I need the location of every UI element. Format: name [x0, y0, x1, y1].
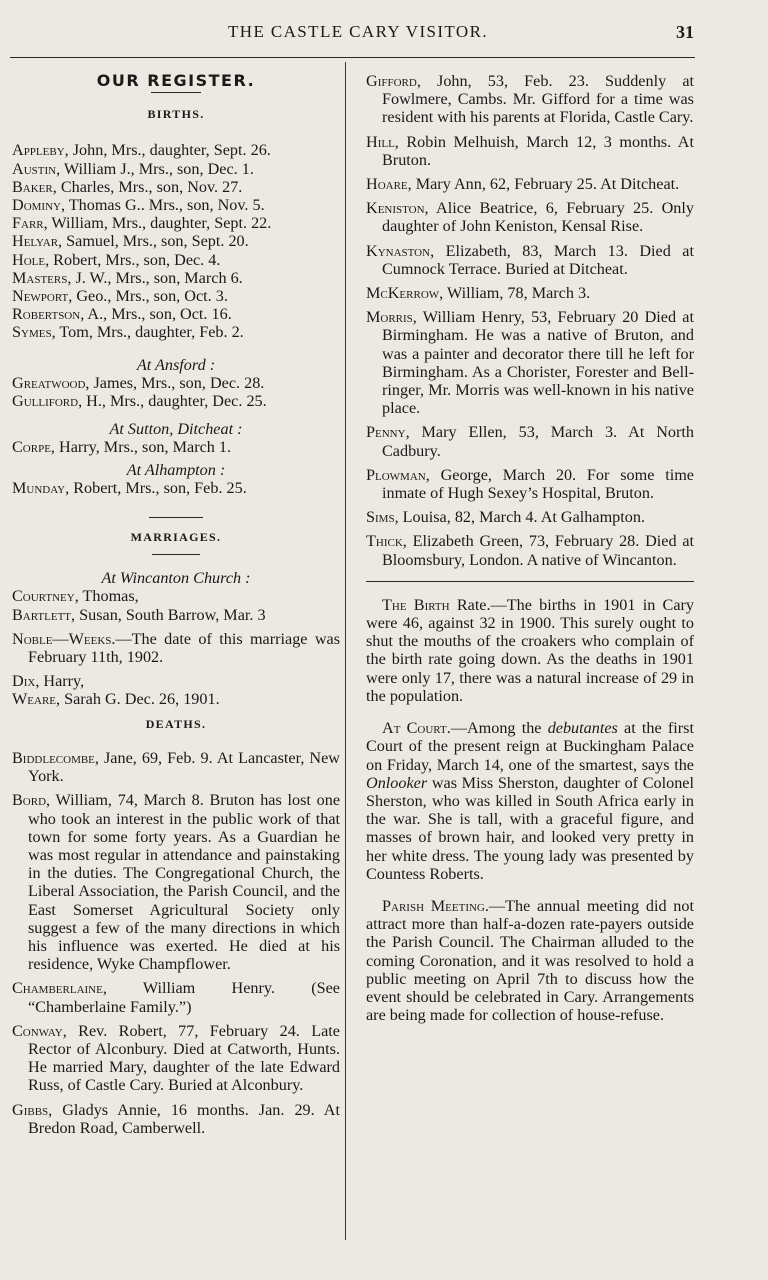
death-entry: Biddlecombe, Jane, 69, Feb. 9. At Lancaster, New York. [12, 748, 340, 786]
place-alhampton: At Alhampton : [126, 460, 226, 479]
place-sutton: At Sutton, Ditcheat : [109, 420, 243, 439]
column-divider [345, 62, 346, 1240]
birth-entry: Farr, William, Mrs., daughter, Sept. 22. [12, 214, 272, 233]
death-entry: Sims, Louisa, 82, March 4. At Galhampton. [366, 508, 645, 527]
death-entry: McKerrow, William, 78, March 3. [366, 284, 591, 303]
death-entry: Morris, William Henry, 53, February 20 Died at Birmingham. He was a native of Bruton, and was a painter and decorator there till he left for Birmingham. As a Chorister, Forester and Bell-ringer, Mr. Morris was well-known in his native place. [366, 308, 694, 418]
section-rule [366, 581, 694, 582]
death-entry: Plowman, George, March 20. For some time inmate of Hugh Sexey’s Hospital, Bruton. [366, 465, 694, 503]
birth-entry: Hole, Robert, Mrs., son, Dec. 4. [12, 250, 221, 269]
death-entry: Hill, Robin Melhuish, March 12, 3 months. At Bruton. [366, 132, 694, 169]
death-entry: Hoare, Mary Ann, 62, February 25. At Ditcheat. [366, 175, 680, 194]
note-birth-rate: The Birth Rate.—The births in 1901 in Cary were 46, against 32 in 1900. This surely ought to shut the mouths of the croakers who complain of the birth rate going down. As the deaths in 1901 were only 17, there was a natural increase of 29 in the population. [366, 595, 694, 705]
birth-entry: Robertson, A., Mrs., son, Oct. 16. [12, 305, 232, 324]
marriage-entry: Weare, Sarah G. Dec. 26, 1901. [12, 690, 220, 709]
births-heading: BIRTHS. [147, 107, 205, 122]
birth-entry: Symes, Tom, Mrs., daughter, Feb. 2. [12, 323, 244, 342]
death-entry: Keniston, Alice Beatrice, 6, February 25. Only daughter of John Keniston, Kensal Rise. [366, 199, 694, 236]
death-entry: Kynaston, Elizabeth, 83, March 13. Died at Cumnock Terrace. Buried at Ditcheat. [366, 241, 694, 278]
section-rule [149, 517, 203, 518]
birth-entry: Appleby, John, Mrs., daughter, Sept. 26. [12, 141, 271, 160]
births-list [12, 141, 340, 341]
marriage-entry: Bartlett, Susan, South Barrow, Mar. 3 [12, 605, 266, 624]
birth-entry: Dominy, Thomas G.. Mrs., son, Nov. 5. [12, 196, 265, 215]
birth-entry: Austin, William J., Mrs., son, Dec. 1. [12, 159, 254, 178]
left-column [12, 66, 340, 1143]
death-entry: Bord, William, 74, March 8. Bruton has lost one who took an interest in the public work of that town for some forty years. As a Guardian he was most regular in attendance and painstaking in the duties. The Congregational Church, the Liberal Association, the Parish Council, and the East Somerset Agricultural Society only suggest a few of the many directions in which his influence was exerted. He died at his residence, Wyke Champflower. [12, 791, 340, 974]
birth-entry: Baker, Charles, Mrs., son, Nov. 27. [12, 177, 243, 196]
death-entry: Gibbs, Gladys Annie, 16 months. Jan. 29. At Bredon Road, Camberwell. [12, 1100, 340, 1137]
page-number: 31 [676, 22, 694, 42]
note-parish-meeting: Parish Meeting.—The annual meeting did not attract more than half-a-dozen rate-payers outside the Parish Council. The Chairman alluded to the coming Coronation, and it was resolved to hold a public meeting on April 7th to discuss how the event should be celebrated in Cary. Arrangements are being made for collection of house-refuse. [366, 896, 694, 1025]
birth-entry: Munday, Robert, Mrs., son, Feb. 25. [12, 478, 247, 497]
section-rule [152, 554, 200, 555]
title-dash [151, 92, 201, 93]
birth-entry: Helyar, Samuel, Mrs., son, Sept. 20. [12, 232, 249, 251]
death-entry: Penny, Mary Ellen, 53, March 3. At North Cadbury. [366, 423, 694, 460]
deaths-heading: DEATHS. [145, 716, 207, 731]
right-column [366, 72, 694, 1038]
place-ansford: At Ansford : [136, 355, 216, 374]
death-entry: Thick, Elizabeth Green, 73, February 28. Died at Bloomsbury, London. A native of Wincanton. [366, 532, 694, 569]
marriage-entry: Courtney, Thomas, [12, 587, 139, 606]
marriage-entry: Dix, Harry, [12, 672, 85, 691]
birth-entry: Corpe, Harry, Mrs., son, March 1. [12, 438, 232, 457]
death-entry: Gifford, John, 53, Feb. 23. Suddenly at Fowlmere, Cambs. Mr. Gifford for a time was resident with his parents at Florida, Castle Cary. [366, 72, 694, 127]
running-head [0, 20, 768, 48]
header-rule [10, 57, 695, 58]
register-title: OUR REGISTER. [96, 71, 256, 90]
birth-entry: Newport, Geo., Mrs., son, Oct. 3. [12, 287, 228, 306]
birth-entry: Gulliford, H., Mrs., daughter, Dec. 25. [12, 392, 267, 411]
place-wincanton: At Wincanton Church : [101, 569, 251, 588]
marriage-entry: Noble—Weeks.—The date of this marriage was February 11th, 1902. [12, 629, 340, 667]
marriages-heading: MARRIAGES. [130, 530, 222, 545]
death-entry: Conway, Rev. Robert, 77, February 24. Late Rector of Alconbury. Died at Catworth, Hunts. He married Mary, daughter of the late Edward Russ, of Castle Cary. Buried at Alconbury. [12, 1021, 340, 1095]
magazine-title: THE CASTLE CARY VISITOR. [228, 22, 488, 41]
note-at-court: At Court.—Among the debutantes at the first Court of the present reign at Buckingham Palace on Friday, March 14, one of the smartest, says the Onlooker was Miss Sherston, daughter of Colonel Sherston, who was killed in South Africa early in the war. She is tall, with a graceful figure, and masses of brown hair, and looked very pretty in her white dress. The young lady was presented by Countess Roberts. [366, 719, 694, 883]
birth-entry: Greatwood, James, Mrs., son, Dec. 28. [12, 373, 265, 392]
death-entry: Chamberlaine, William Henry. (See “Chamberlaine Family.”) [12, 979, 340, 1016]
birth-entry: Masters, J. W., Mrs., son, March 6. [12, 268, 243, 287]
